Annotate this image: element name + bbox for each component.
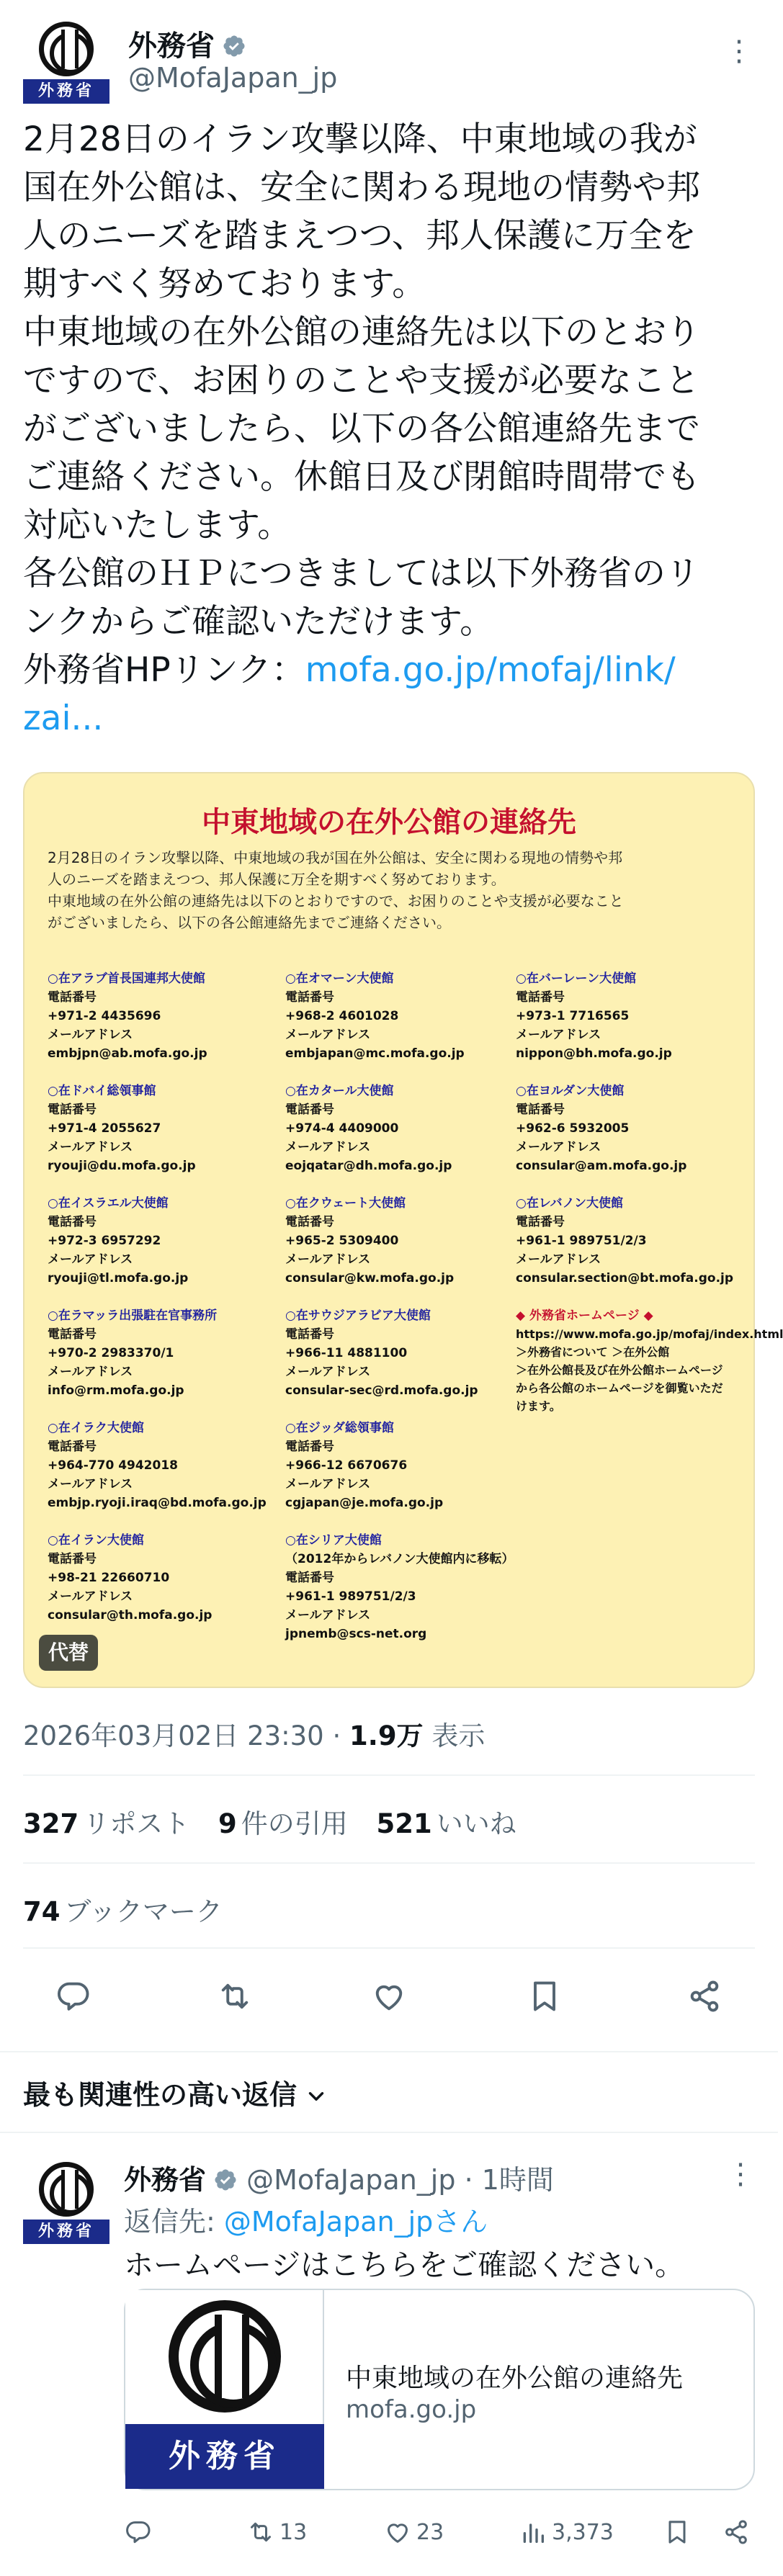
phone-label: 電話番号 [516, 1103, 565, 1117]
mission-email: consular-sec@rd.mofa.go.jp [285, 1383, 478, 1398]
timestamp[interactable]: 2026年03月02日 23:30 [23, 1720, 324, 1751]
divider [23, 1947, 755, 1949]
mission-jordan [516, 1082, 739, 1175]
bookmark-icon [526, 1978, 563, 2015]
analytics-icon [519, 2518, 547, 2546]
mission-email: nippon@bh.mofa.go.jp [516, 1046, 672, 1061]
verified-badge-icon [222, 34, 246, 58]
quotes-stat[interactable] [218, 1808, 348, 1839]
phone-label: 電話番号 [285, 1571, 334, 1585]
mission-phone: +973-1 7716565 [516, 1009, 630, 1023]
link-prefix: 外務省HPリンク： [23, 650, 305, 690]
tweet-line: ですので、お困りのことや支援が必要なこと [23, 361, 700, 400]
mission-name: ○在ドバイ総領事館 [48, 1084, 156, 1098]
mission-phone: +971-4 2055627 [48, 1121, 161, 1136]
homepage-line: から各公館のホームページを御覧いただ [516, 1381, 723, 1395]
mission-name: ○在ヨルダン大使館 [516, 1084, 625, 1098]
mission-email: cgjapan@je.mofa.go.jp [285, 1496, 444, 1510]
mofa-avatar[interactable] [23, 20, 109, 107]
mission-phone: +970-2 2983370/1 [48, 1346, 174, 1360]
divider [0, 2132, 778, 2133]
mission-uae [48, 969, 271, 1063]
repost-icon [216, 1978, 254, 2015]
tweet-line: 期すべく努めております。 [23, 264, 426, 304]
reply-to-label: 返信先: [124, 2206, 224, 2238]
infographic-intro [48, 847, 739, 933]
phone-label: 電話番号 [516, 1215, 565, 1229]
mission-phone: +961-1 989751/2/3 [516, 1234, 647, 1248]
reply-button[interactable] [46, 1969, 101, 2024]
mofa-homepage-note [516, 1306, 783, 1415]
mission-phone: +966-12 6670676 [285, 1458, 408, 1473]
mail-label: メールアドレス [285, 1028, 371, 1042]
bookmark-button[interactable] [517, 1969, 572, 2024]
avatar-plate-label: 外務省 [23, 79, 109, 104]
bookmarks-label: ブックマーク [64, 1896, 223, 1927]
mofa-link[interactable]: mofa.go.jp/mofaj/link/ [305, 650, 676, 690]
mofa-emblem-icon [39, 22, 94, 76]
mission-qatar [285, 1082, 509, 1175]
heart-icon [370, 1978, 408, 2015]
tweet-line: がございましたら、以下の各公館連絡先まで [23, 409, 700, 449]
phone-label: 電話番号 [48, 990, 97, 1005]
phone-label: 電話番号 [48, 1327, 97, 1342]
quotes-count: 9 [218, 1808, 237, 1839]
reply-views-button[interactable] [519, 2510, 614, 2554]
bookmarks-stat[interactable] [23, 1890, 223, 1929]
mission-email: consular@am.mofa.go.jp [516, 1159, 687, 1173]
intro-line: 2月28日のイラン攻撃以降、中東地域の我が国在外公館は、安全に関わる現地の情勢や邦 [48, 849, 623, 866]
mission-email: embjp.ryoji.iraq@bd.mofa.go.jp [48, 1496, 267, 1510]
reply-avatar[interactable] [23, 2160, 109, 2247]
mission-iran [48, 1531, 271, 1625]
mission-kuwait [285, 1194, 509, 1288]
contacts-infographic[interactable] [23, 772, 783, 1688]
mission-ramallah [48, 1306, 271, 1400]
mission-name: ○在イスラエル大使館 [48, 1196, 169, 1211]
mission-phone: +98-21 22660710 [48, 1571, 170, 1585]
tweet-line: 各公館のＨＰにつきましては以下外務省のリ [23, 554, 700, 593]
view-label: 表示 [423, 1720, 486, 1751]
mail-label: メールアドレス [285, 1608, 371, 1623]
repost-icon [246, 2518, 275, 2546]
mission-bahrain [516, 969, 739, 1063]
more-options-icon[interactable]: ⋮ [725, 35, 755, 68]
mail-label: メールアドレス [516, 1028, 601, 1042]
alt-text-badge[interactable]: 代替 [39, 1635, 98, 1671]
phone-label: 電話番号 [285, 1440, 334, 1454]
mission-name: ○在ラマッラ出張駐在官事務所 [48, 1309, 218, 1323]
mission-email: embjpn@ab.mofa.go.jp [48, 1046, 207, 1061]
replies-sort-toggle[interactable] [23, 2073, 328, 2112]
card-logo-label: 外務省 [125, 2424, 324, 2489]
reply-bookmark-button[interactable] [663, 2510, 696, 2554]
bookmarks-count: 74 [23, 1896, 61, 1927]
divider [23, 1774, 755, 1776]
divider [23, 1862, 755, 1864]
reply-repost-button[interactable] [246, 2510, 307, 2554]
homepage-line: けます。 [516, 1399, 561, 1413]
homepage-line: ＞在外公館長及び在外公館ホームページ [516, 1363, 723, 1377]
mission-name: ○在アラブ首長国連邦大使館 [48, 971, 205, 986]
reply-author-name[interactable]: 外務省 [124, 2164, 207, 2196]
like-button[interactable] [362, 1969, 416, 2024]
mail-label: メールアドレス [48, 1028, 133, 1042]
divider [0, 2051, 778, 2052]
mofa-emblem-icon [39, 2162, 94, 2217]
link-card-thumbnail [125, 2290, 324, 2489]
mission-syria [285, 1531, 530, 1643]
share-icon [686, 1978, 723, 2015]
mission-note: （2012年からレバノン大使館内に移転） [285, 1552, 514, 1566]
phone-label: 電話番号 [285, 1103, 334, 1117]
mail-label: メールアドレス [48, 1365, 133, 1379]
mission-name: ○在レバノン大使館 [516, 1196, 623, 1211]
share-button[interactable] [677, 1969, 732, 2024]
reply-reply-button[interactable] [124, 2510, 157, 2554]
mail-label: メールアドレス [285, 1252, 371, 1267]
mission-name: ○在イラン大使館 [48, 1533, 144, 1548]
mission-email: consular@kw.mofa.go.jp [285, 1271, 455, 1285]
link-card-title: 中東地域の在外公館の連絡先 [346, 2364, 684, 2393]
homepage-title: ◆ 外務省ホームページ ◆ [516, 1309, 653, 1323]
phone-label: 電話番号 [48, 1215, 97, 1229]
mail-label: メールアドレス [285, 1477, 371, 1491]
mail-label: メールアドレス [285, 1365, 371, 1379]
tweet-line: 国在外公館は、安全に関わる現地の情勢や邦 [23, 168, 700, 207]
reply-author-handle[interactable]: @MofaJapan_jp [246, 2164, 456, 2196]
likes-count: 521 [376, 1808, 432, 1839]
mission-phone: +961-1 989751/2/3 [285, 1589, 416, 1604]
mail-label: メールアドレス [516, 1140, 601, 1154]
tweet-author [23, 20, 755, 107]
homepage-line: https://www.mofa.go.jp/mofaj/index.html [516, 1327, 783, 1341]
reply-time[interactable]: · 1時間 [464, 2164, 554, 2196]
mission-iraq [48, 1419, 271, 1512]
heart-icon [383, 2518, 412, 2546]
intro-line: 中東地域の在外公館の連絡先は以下のとおりですので、お困りのことや支援が必要なこと [48, 892, 624, 910]
mission-phone: +968-2 4601028 [285, 1009, 399, 1023]
tweet-link-line [23, 694, 755, 742]
view-count: 1.9万 [349, 1720, 424, 1751]
mission-email: consular.section@bt.mofa.go.jp [516, 1271, 734, 1285]
mission-email: ryouji@du.mofa.go.jp [48, 1159, 196, 1173]
mission-email: info@rm.mofa.go.jp [48, 1383, 184, 1398]
mail-label: メールアドレス [48, 1252, 133, 1267]
author-name-text[interactable]: 外務省 [128, 30, 215, 63]
infographic-title: 中東地域の在外公館の連絡先 [202, 806, 576, 839]
mission-name: ○在バーレーン大使館 [516, 971, 637, 986]
mission-dubai [48, 1082, 271, 1175]
reply-like-count: 23 [416, 2519, 444, 2545]
link-card-domain: mofa.go.jp [346, 2395, 477, 2424]
mail-label: メールアドレス [516, 1252, 601, 1267]
mail-label: メールアドレス [48, 1589, 133, 1604]
author-handle[interactable]: @MofaJapan_jp [128, 62, 338, 94]
homepage-line: ＞外務省について ＞在外公館 [516, 1345, 670, 1359]
mission-name: ○在オマーン大使館 [285, 971, 394, 986]
quotes-label: 件の引用 [241, 1808, 348, 1839]
mail-label: メールアドレス [48, 1140, 133, 1154]
bookmark-icon [663, 2518, 692, 2546]
mission-email: ryouji@tl.mofa.go.jp [48, 1271, 189, 1285]
phone-label: 電話番号 [285, 1327, 334, 1342]
mission-israel [48, 1194, 271, 1288]
phone-label: 電話番号 [48, 1440, 97, 1454]
phone-label: 電話番号 [516, 990, 565, 1005]
phone-label: 電話番号 [285, 990, 334, 1005]
tweet-meta [23, 1714, 485, 1753]
mission-name: ○在イラク大使館 [48, 1421, 144, 1435]
reply-icon [55, 1978, 92, 2015]
reply-more-options-icon[interactable]: ⋮ [726, 2158, 755, 2191]
reply-view-count: 3,373 [552, 2519, 614, 2545]
mission-name: ○在クウェート大使館 [285, 1196, 406, 1211]
phone-label: 電話番号 [285, 1215, 334, 1229]
mission-name: ○在カタール大使館 [285, 1084, 394, 1098]
mission-phone: +965-2 5309400 [285, 1234, 399, 1248]
mofa-link-continued[interactable]: zai... [23, 699, 104, 738]
meta-separator: · [323, 1720, 350, 1751]
replies-sort-label: 最も関連性の高い返信 [23, 2079, 297, 2111]
phone-label: 電話番号 [48, 1552, 97, 1566]
reply-text: ホームページはこちらをご確認ください。 [124, 2248, 685, 2282]
mission-oman [285, 969, 509, 1063]
mission-name: ○在ジッダ総領事館 [285, 1421, 394, 1435]
link-card[interactable] [124, 2289, 755, 2490]
mission-name: ○在サウジアラビア大使館 [285, 1309, 431, 1323]
reply-like-button[interactable] [383, 2510, 444, 2554]
reply-to-handle[interactable]: @MofaJapan_jpさん [223, 2206, 488, 2238]
mission-phone: +964-770 4942018 [48, 1458, 178, 1473]
mission-saudi-arabia [285, 1306, 509, 1400]
engagement-stats [23, 1802, 537, 1841]
mail-label: メールアドレス [285, 1140, 371, 1154]
reply-share-button[interactable] [722, 2510, 755, 2554]
tweet-actions [23, 1969, 755, 2024]
mission-lebanon [516, 1194, 739, 1288]
reply-to-line [124, 2199, 488, 2239]
tweet-link-line [23, 646, 755, 694]
reposts-stat[interactable] [23, 1808, 189, 1839]
tweet-line: 2月28日のイラン攻撃以降、中東地域の我が [23, 120, 697, 159]
intro-line: 人のニーズを踏まえつつ、邦人保護に万全を期すべく努めております。 [48, 871, 506, 888]
mission-email: embjapan@mc.mofa.go.jp [285, 1046, 465, 1061]
verified-badge-icon [213, 2168, 238, 2192]
reply-actions [124, 2510, 755, 2554]
phone-label: 電話番号 [48, 1103, 97, 1117]
mission-phone: +971-2 4435696 [48, 1009, 161, 1023]
chevron-down-icon [304, 2084, 328, 2109]
tweet-line: ご連絡ください。休館日及び閉館時間帯でも [23, 457, 700, 497]
repost-button[interactable] [207, 1969, 262, 2024]
mofa-emblem-icon [169, 2300, 281, 2413]
mission-email: eojqatar@dh.mofa.go.jp [285, 1159, 452, 1173]
mission-jeddah [285, 1419, 509, 1512]
mission-email: consular@th.mofa.go.jp [48, 1608, 212, 1623]
reply-header [124, 2158, 554, 2197]
mission-phone: +962-6 5932005 [516, 1121, 630, 1136]
mail-label: メールアドレス [48, 1477, 133, 1491]
avatar-plate-label: 外務省 [23, 2220, 109, 2244]
reply-repost-count: 13 [279, 2519, 308, 2545]
mission-phone: +972-3 6957292 [48, 1234, 161, 1248]
author-name[interactable] [128, 23, 246, 64]
mission-phone: +974-4 4409000 [285, 1121, 399, 1136]
reposts-label: リポスト [83, 1808, 190, 1839]
tweet-line: ンクからご確認いただけます。 [23, 602, 494, 642]
reply-icon [124, 2518, 153, 2546]
mission-phone: +966-11 4881100 [285, 1346, 408, 1360]
mission-email: jpnemb@scs-net.org [285, 1627, 427, 1641]
likes-stat[interactable] [377, 1808, 516, 1839]
likes-label: いいね [436, 1808, 516, 1839]
tweet-text [23, 115, 755, 742]
share-icon [722, 2518, 751, 2546]
tweet-line: 人のニーズを踏まえつつ、邦人保護に万全を [23, 216, 697, 256]
mission-name: ○在シリア大使館 [285, 1533, 382, 1548]
intro-line: がございましたら、以下の各公館連絡先までご連絡ください。 [48, 914, 451, 931]
tweet-line: 対応いたします。 [23, 506, 292, 545]
reposts-count: 327 [23, 1808, 79, 1839]
tweet-line: 中東地域の在外公館の連絡先は以下のとおり [23, 313, 700, 352]
